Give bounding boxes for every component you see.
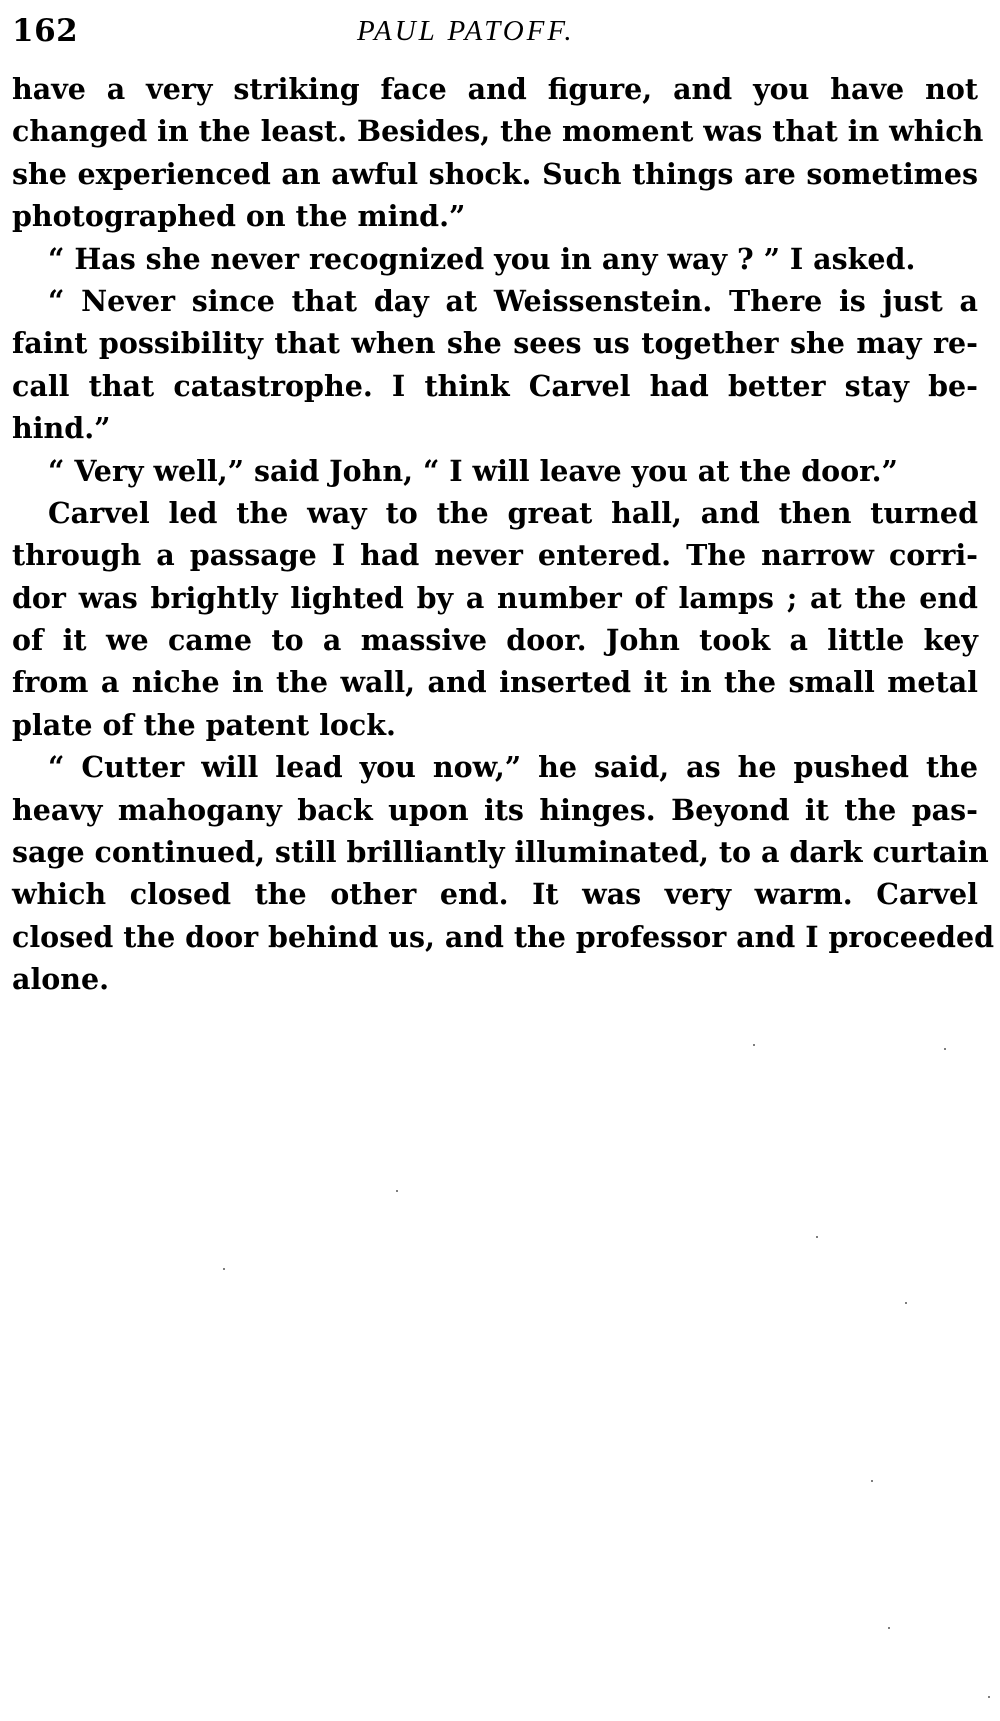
text-line: plate of the patent lock. xyxy=(12,707,396,742)
text-line: “ Cutter will lead you now,” he said, as he pushed the xyxy=(48,750,978,785)
text-line: hind.” xyxy=(12,411,111,446)
text-line: through a passage I had never entered. The narrow corri- xyxy=(12,538,978,573)
text-line: changed in the least. Besides, the moment was that in which xyxy=(12,114,984,149)
running-head xyxy=(12,6,984,56)
scan-speck xyxy=(988,1696,990,1698)
text-line: heavy mahogany back upon its hinges. Beyond it the pas- xyxy=(12,792,978,827)
text-line: of it we came to a massive door. John took a little key xyxy=(12,623,978,658)
text-line: have a very striking face and figure, and you have not xyxy=(12,72,978,106)
scan-speck xyxy=(871,1480,873,1482)
page-number: 162 xyxy=(12,13,79,49)
text-line: she experienced an awful shock. Such things are sometimes xyxy=(12,156,978,191)
text-line: photographed on the mind.” xyxy=(12,199,466,234)
text-line: Carvel led the way to the great hall, and then turned xyxy=(48,495,978,530)
text-line: faint possibility that when she sees us together she may re- xyxy=(12,326,978,361)
text-line: call that catastrophe. I think Carvel had better stay be- xyxy=(12,368,978,403)
text-line: from a niche in the wall, and inserted it in the small metal xyxy=(12,665,978,700)
scan-speck xyxy=(753,1044,755,1046)
text-line: alone. xyxy=(12,962,110,997)
scan-speck xyxy=(396,1190,398,1192)
scan-speck xyxy=(816,1236,818,1238)
body-text xyxy=(12,68,995,1001)
scan-speck xyxy=(223,1268,225,1270)
text-line: “ Never since that day at Weissenstein. There is just a xyxy=(48,283,978,318)
text-line: closed the door behind us, and the professor and I proceeded xyxy=(12,919,995,954)
scan-speck xyxy=(944,1048,946,1050)
text-line: “ Has she never recognized you in any way ? ” I asked. xyxy=(48,241,916,276)
running-title: PAUL PATOFF. xyxy=(357,15,575,47)
scan-speck xyxy=(905,1302,907,1304)
scan-speck xyxy=(888,1627,890,1629)
text-line: sage continued, still brilliantly illuminated, to a dark curtain xyxy=(12,835,989,870)
text-line: dor was brightly lighted by a number of lamps ; at the end xyxy=(12,580,978,615)
text-line: “ Very well,” said John, “ I will leave you at the door.” xyxy=(48,453,898,488)
text-line: which closed the other end. It was very warm. Carvel xyxy=(12,877,978,912)
